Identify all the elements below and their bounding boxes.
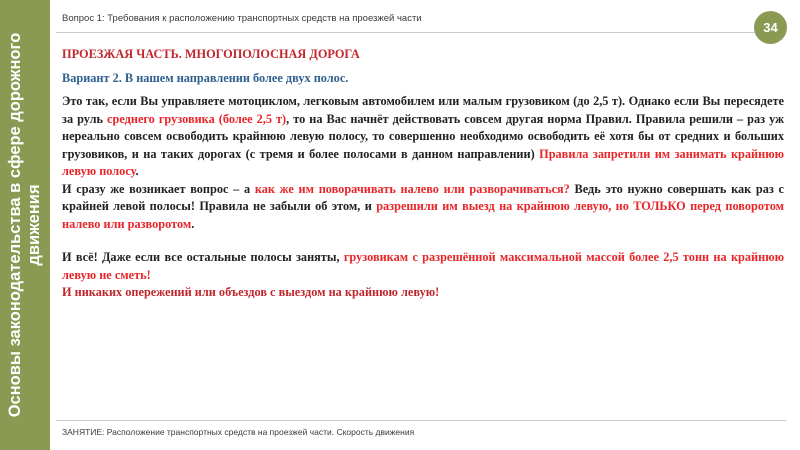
paragraph-2-highlight: как же им поворачивать налево или разворачиваться?: [254, 181, 570, 196]
variant-heading: Вариант 2. В нашем направлении более двух полос.: [62, 70, 349, 85]
paragraph-2-text: .: [191, 216, 195, 231]
paragraph-1-highlight: Правила запретили им занимать крайнюю левую полосу: [62, 146, 784, 178]
header-divider: [56, 32, 786, 33]
paragraph-2-text: И сразу же возникает вопрос – а: [62, 181, 255, 196]
paragraph-3-highlight: грузовикам с разрешённой максимальной массой более 2,5 тонн на крайнюю левую не сметь!: [62, 250, 784, 282]
footer-text: ЗАНЯТИЕ: Расположение транспортных средств на проезжей части. Скорость движения: [62, 427, 415, 437]
paragraph-4: И никаких опережений или объездов с выездом на крайнюю левую!: [62, 285, 440, 299]
paragraph-1: [62, 93, 784, 181]
page-number-badge: 34: [754, 11, 787, 44]
slide-content: [62, 46, 784, 302]
paragraph-spacer: [62, 233, 784, 249]
paragraph-1-text: Это так, если Вы управляете мотоциклом, легковым автомобилем или малым грузовиком (до 2,5 т). Однако если Вы пересядете за руль: [62, 94, 784, 126]
sidebar: [0, 0, 50, 450]
paragraph-2-text: Ведь это нужно совершать как раз с крайней левой полосы! Правила не забыли об этом, и: [62, 181, 784, 213]
paragraph-2: [62, 181, 784, 234]
paragraph-1-highlight: среднего грузовика (более 2,5 т): [107, 111, 287, 126]
paragraph-1-text: , то на Вас начнёт действовать совсем другая норма Правил. Правила решили – раз уж нереально совсем освободить крайнюю левую полосу, то совершенно необходимо освободить её хотя бы от средних и больших грузовиков, и на таких дорогах (с тремя и более полосами в данном направлении): [62, 111, 784, 161]
header-text: Вопрос 1: Требования к расположению транспортных средств на проезжей части: [62, 13, 422, 24]
footer-divider: [56, 420, 786, 421]
slide-title: ПРОЕЗЖАЯ ЧАСТЬ. МНОГОПОЛОСНАЯ ДОРОГА: [62, 47, 360, 61]
paragraph-3-text: И всё! Даже если все остальные полосы заняты,: [62, 250, 344, 264]
paragraph-2-highlight: разрешили им выезд на крайнюю левую, но ТОЛЬКО перед поворотом налево или разворотом: [62, 199, 784, 231]
paragraph-1-text: .: [135, 164, 139, 178]
paragraph-3: [62, 249, 784, 284]
sidebar-title: Основы законодательства в сфере дорожного движения: [6, 32, 43, 418]
